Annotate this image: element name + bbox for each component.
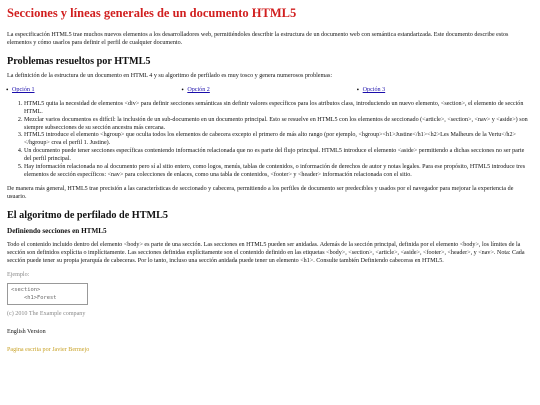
sections-subheading: Definiendo secciones en HTML5 [7, 226, 107, 235]
copyright-text: (c) 2010 The Example company [7, 310, 86, 317]
problems-list [7, 101, 533, 180]
algorithm-heading: El algoritmo de perfilado de HTML5 [7, 209, 169, 221]
problems-heading: Problemas resueltos por HTML5 [7, 56, 151, 68]
problems-lead: La definición de la estructura de un documento en HTML 4 y su algoritmo de perfilado es muy tosco y genera numerosos problemas: [7, 72, 333, 79]
problem-item: 5. Hay información relacionada no al documento pero sí al sitio entero, como logos, menús, tablas de contenidos, o información de derechos de autor y notas legales. Para ese propósito, HTML5 introduce tres elementos de sección específicos: <nav> para colecciones de enlaces, como una tabla de contenidos, <footer> y <header> información relacionada con el sitio. [24, 164, 533, 180]
problem-item: 3. HTML5 introduce el elemento <hgroup> que oculta todos los elementos de cabecera excepto el primero de más alto rango (por ejemplo, <hgroup><h1>Justine</h1><h2>Les Malheurs de la Vertu</h2></hgroup> crea el perfil 1. Justine). [24, 132, 533, 148]
author-link[interactable]: Javier Bermejo [52, 346, 90, 353]
options-list [7, 87, 533, 95]
problems-closing: De manera más general, HTML5 trae precisión a las características de seccionado y cabecera, permitiendo a los perfiles de documento ser predecibles y usados por el navegador para mejorar la experiencia de usuario. [7, 186, 514, 200]
intro-paragraph: La especificación HTML5 trae muchos nuevos elementos a los desarrolladores web, permitiéndoles describir la estructura de un documento web con semántica estandarizada. Este documento describe estos elementos y cómo usarlos para definir el perfil de cualquier documento. [7, 32, 509, 47]
option-2-link[interactable]: Opción 2 [187, 86, 210, 93]
problem-item: 2. Mezclar varios documentos es difícil: la inclusión de un sub-documento en un documento principal. Esto se resuelve en HTML5 con los elementos de seccionado (<article>, <section>, <nav> y <aside>) son siempre subsecciones de su sección ancestra más cercana. [24, 117, 533, 133]
code-line: <section> [11, 286, 41, 293]
options-list-item [7, 87, 182, 95]
author-line [7, 347, 533, 355]
problem-item: 1. HTML5 quita la necesidad de elementos <div> para definir secciones semánticas sin definir valores específicos para los atributos class, introduciendo un nuevo elemento, <section>, el elemento de sección HTML. [24, 101, 533, 117]
author-prefix: Pagina escrita por [7, 346, 53, 353]
option-1-link[interactable]: Opción 1 [12, 86, 35, 93]
option-3-link[interactable]: Opción 3 [362, 86, 386, 93]
example-label: Ejemplo: [7, 271, 30, 278]
options-list-item [182, 87, 357, 95]
version-text: English Version [7, 328, 46, 335]
options-list-item [358, 87, 533, 95]
code-line: <h1>Forest [11, 294, 57, 301]
code-example [7, 283, 88, 305]
algorithm-body: Todo el contenido incluido dentro del elemento <body> es parte de una sección. Las secciones en HTML5 pueden ser anidadas. Además de la sección principal, definida por el elemento <body>, los límites de la sección son definidos explícita o implícitamente. Las secciones definidas explícitamente son el contenido definido en las etiquetas <body>, <section>, <article>, <aside>, <footer>, <header>, y <nav>. Nota: Cada sección puede tener su propia jerarquía de cabeceras. Por lo tanto, incluso una sección anidada puede tener un elemento <h1>. Consulte también Definiendo cabeceras en HTML5. [7, 241, 525, 264]
page-title: Secciones y líneas generales de un documento HTML5 [7, 6, 297, 20]
problem-item: 4. Un documento puede tener secciones específicas conteniendo información relacionada que no es parte del flujo principal. HTML5 introduce el elemento <aside> permitiendo a dichas secciones no ser parte del perfil principal. [24, 148, 533, 164]
